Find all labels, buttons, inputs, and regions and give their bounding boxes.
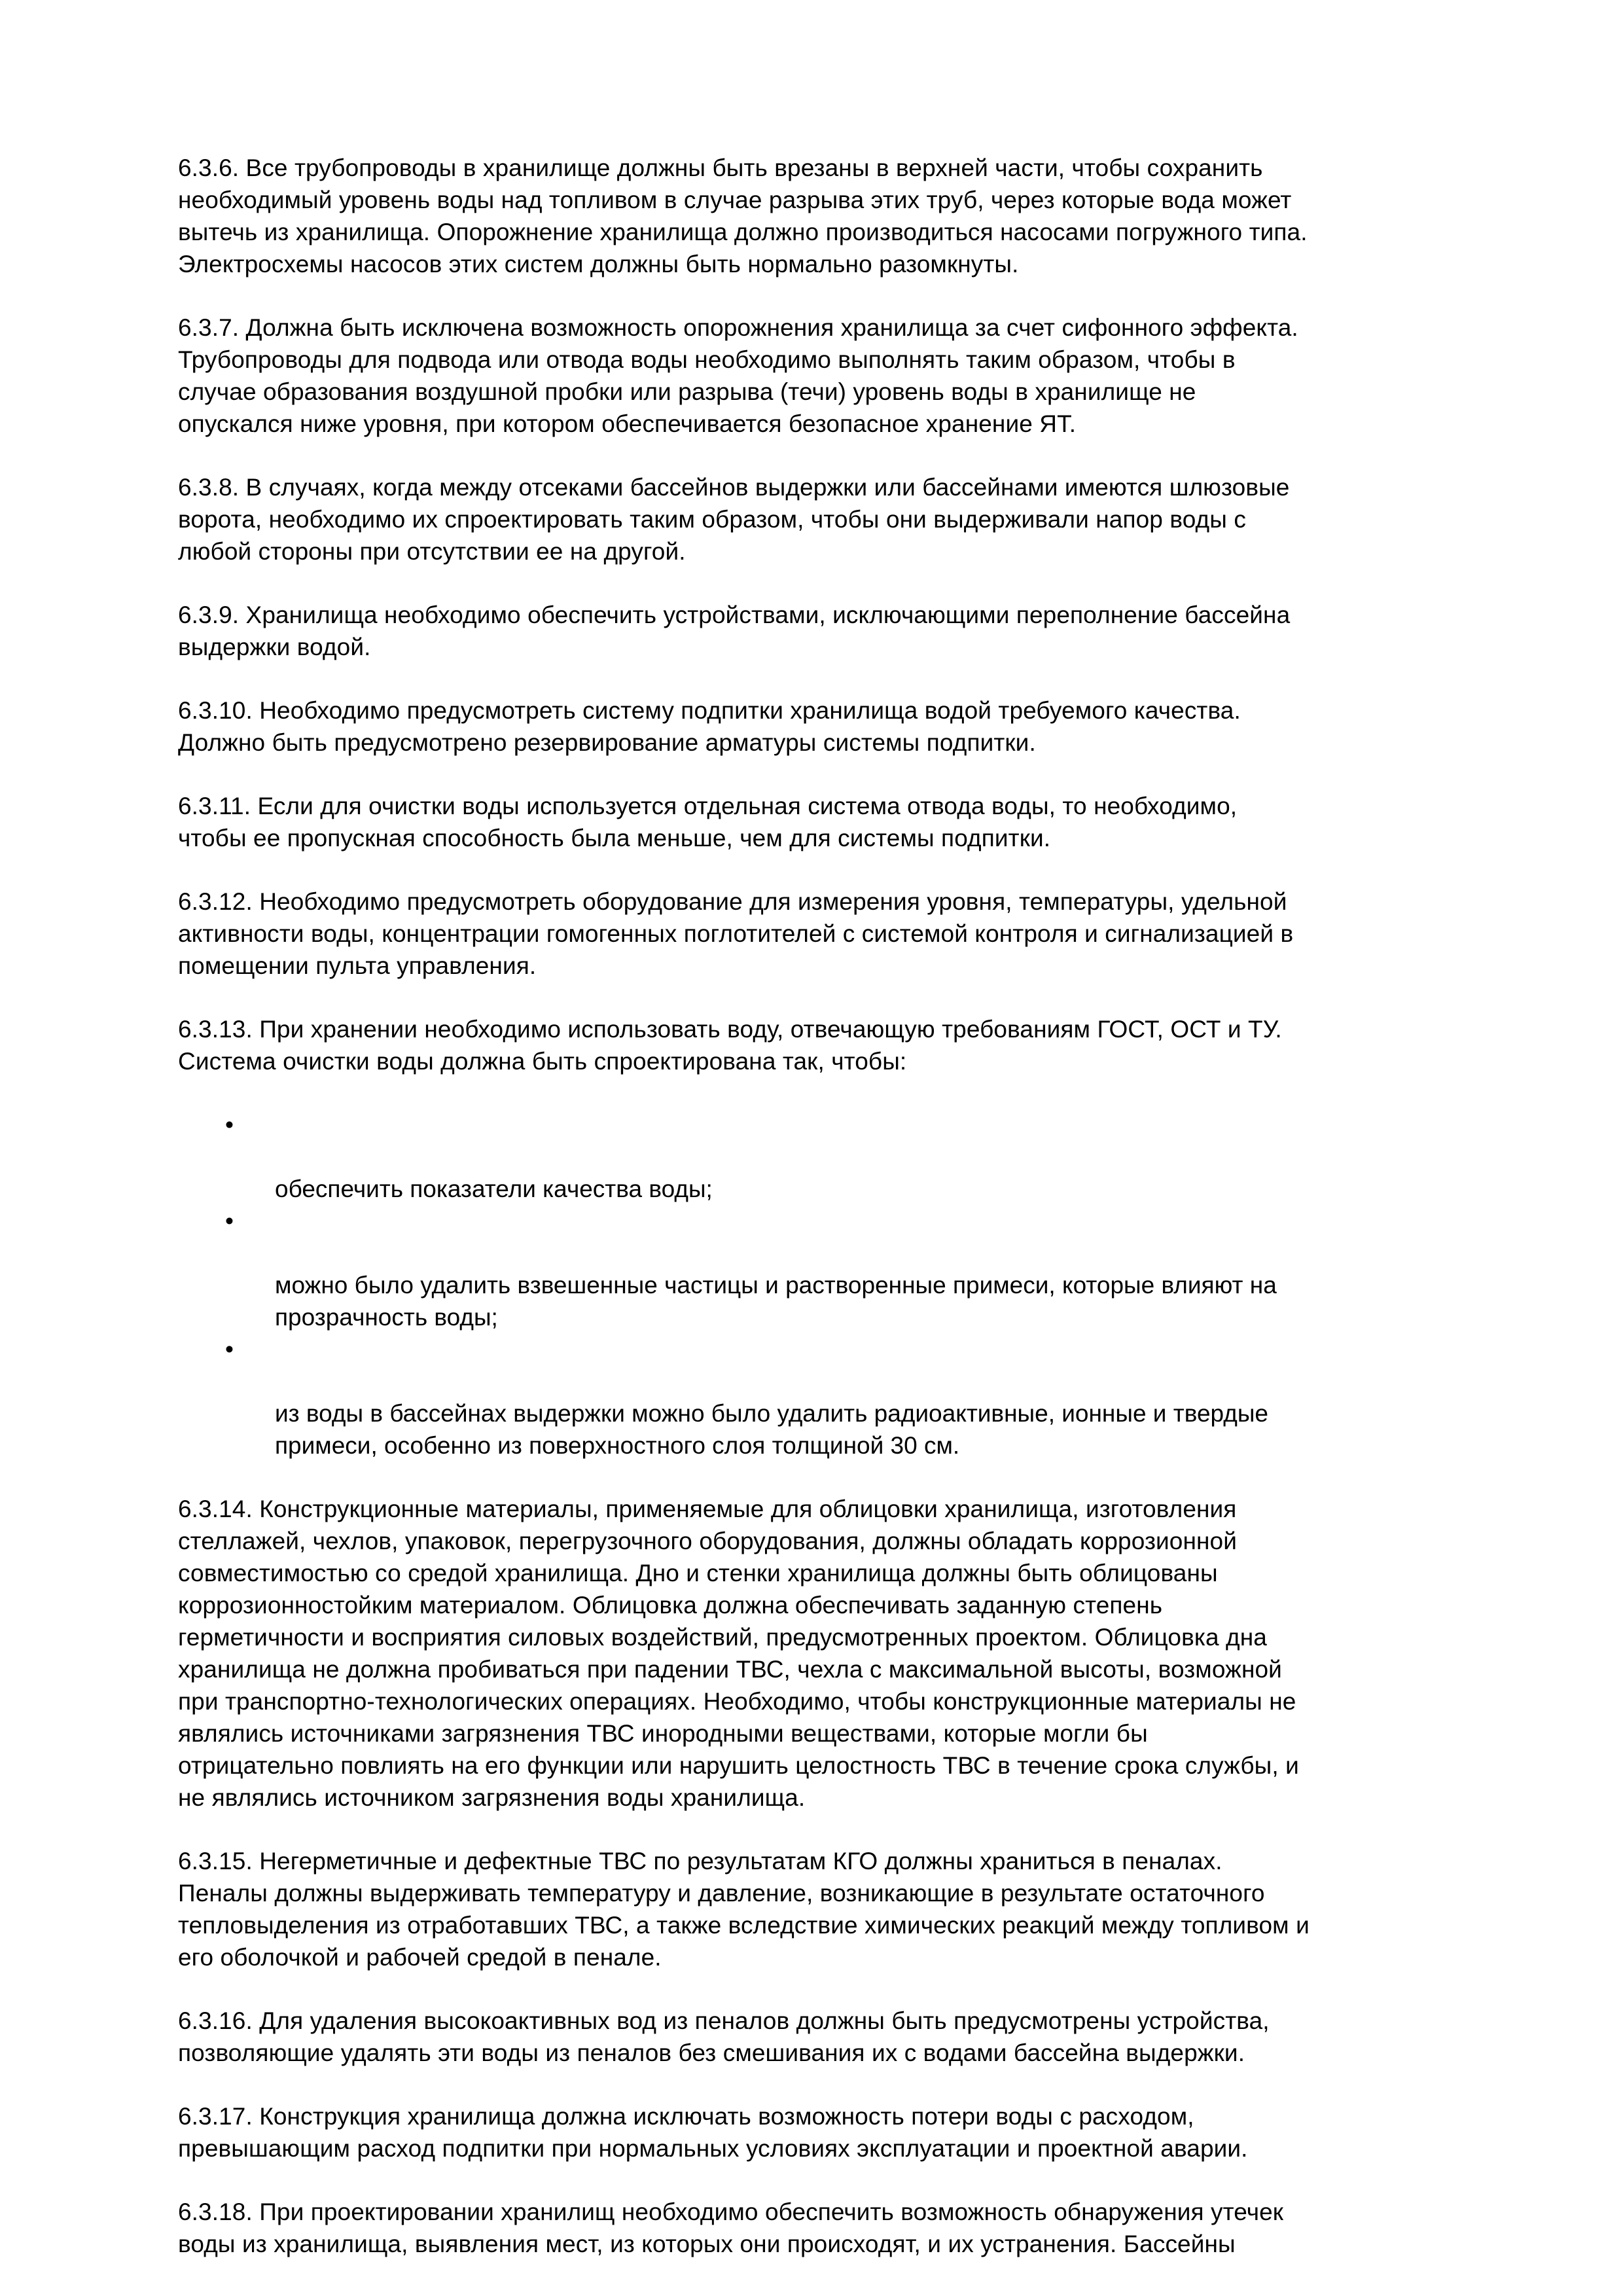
- paragraph-6-3-17: 6.3.17. Конструкция хранилища должна исключать возможность потери воды с расходом, превышающим расход подпитки при нормальных условиях эксплуатации и проектной аварии.: [178, 2103, 1248, 2162]
- list-item: [178, 1205, 1479, 1333]
- paragraph-6-3-6: 6.3.6. Все трубопроводы в хранилище должны быть врезаны в верхней части, чтобы сохранить необходимый уровень воды над топливом в случае разрыва этих труб, через которые вода может вытечь из хранилища. Опорожнение хранилища должно производиться насосами погружного типа. Электросхемы насосов этих систем должны быть нормально разомкнуты.: [178, 154, 1308, 278]
- paragraph-6-3-14: 6.3.14. Конструкционные материалы, применяемые для облицовки хранилища, изготовления стеллажей, чехлов, упаковок, перегрузочного оборудования, должны обладать коррозионной совместимостью со средой хранилища. Дно и стенки хранилища должны быть облицованы коррозионностойким материалом. Облицовка должна обеспечивать заданную степень герметичности и восприятия силовых воздействий, предусмотренных проектом. Облицовка дна хранилища не должна пробиваться при падении ТВС, чехла с максимальной высоты, возможной при транспортно-технологических операциях. Необходимо, чтобы конструкционные материалы не являлись источниками загрязнения ТВС инородными веществами, которые могли бы отрицательно повлиять на его функции или нарушить целостность ТВС в течение срока службы, и не являлись источником загрязнения воды хранилища.: [178, 1496, 1299, 1811]
- list-item-text: можно было удалить взвешенные частицы и растворенные примеси, которые влияют на прозрачность воды;: [275, 1272, 1277, 1331]
- bullet-icon: •: [225, 1336, 234, 1363]
- list-item: [178, 1109, 1479, 1205]
- paragraph-6-3-11: 6.3.11. Если для очистки воды используется отдельная система отвода воды, то необходимо, чтобы ее пропускная способность была меньше, чем для системы подпитки.: [178, 793, 1238, 852]
- water-purification-requirements-list: [178, 1109, 1479, 1462]
- list-item-text: из воды в бассейнах выдержки можно было удалить радиоактивные, ионные и твердые примеси, особенно из поверхностного слоя толщиной 30 см.: [275, 1400, 1269, 1459]
- paragraph-6-3-18: 6.3.18. При проектировании хранилищ необходимо обеспечить возможность обнаружения утечек воды из хранилища, выявления мест, из которых они происходят, и их устранения. Бассейны: [178, 2198, 1284, 2257]
- bullet-icon: •: [225, 1208, 234, 1234]
- list-item-text: обеспечить показатели качества воды;: [275, 1175, 713, 1202]
- paragraph-6-3-10: 6.3.10. Необходимо предусмотреть систему подпитки хранилища водой требуемого качества. Должно быть предусмотрено резервирование арматуры системы подпитки.: [178, 697, 1241, 756]
- paragraph-6-3-9: 6.3.9. Хранилища необходимо обеспечить устройствами, исключающими переполнение бассейна выдержки водой.: [178, 601, 1291, 660]
- paragraph-6-3-16: 6.3.16. Для удаления высокоактивных вод из пеналов должны быть предусмотрены устройства, позволяющие удалять эти воды из пеналов без смешивания их с водами бассейна выдержки.: [178, 2007, 1270, 2066]
- paragraph-6-3-12: 6.3.12. Необходимо предусмотреть оборудование для измерения уровня, температуры, удельной активности воды, концентрации гомогенных поглотителей с системой контроля и сигнализацией в помещении пульта управления.: [178, 888, 1294, 979]
- bullet-icon: •: [225, 1111, 234, 1138]
- paragraph-6-3-8: 6.3.8. В случаях, когда между отсеками бассейнов выдержки или бассейнами имеются шлюзовые ворота, необходимо их спроектировать таким образом, чтобы они выдерживали напор воды с любой стороны при отсутствии ее на другой.: [178, 474, 1290, 565]
- list-item: [178, 1333, 1479, 1462]
- paragraph-6-3-15: 6.3.15. Негерметичные и дефектные ТВС по результатам КГО должны храниться в пеналах. Пеналы должны выдерживать температуру и давление, возникающие в результате остаточного тепловыделения из отработавших ТВС, а также вследствие химических реакций между топливом и его оболочкой и рабочей средой в пенале.: [178, 1848, 1310, 1971]
- paragraph-6-3-7: 6.3.7. Должна быть исключена возможность опорожнения хранилища за счет сифонного эффекта. Трубопроводы для подвода или отвода воды необходимо выполнять таким образом, чтобы в случае образования воздушной пробки или разрыва (течи) уровень воды в хранилище не опускался ниже уровня, при котором обеспечивается безопасное хранение ЯТ.: [178, 314, 1298, 437]
- paragraph-6-3-13: 6.3.13. При хранении необходимо использовать воду, отвечающую требованиям ГОСТ, ОСТ и ТУ. Система очистки воды должна быть спроектирована так, чтобы:: [178, 1016, 1282, 1075]
